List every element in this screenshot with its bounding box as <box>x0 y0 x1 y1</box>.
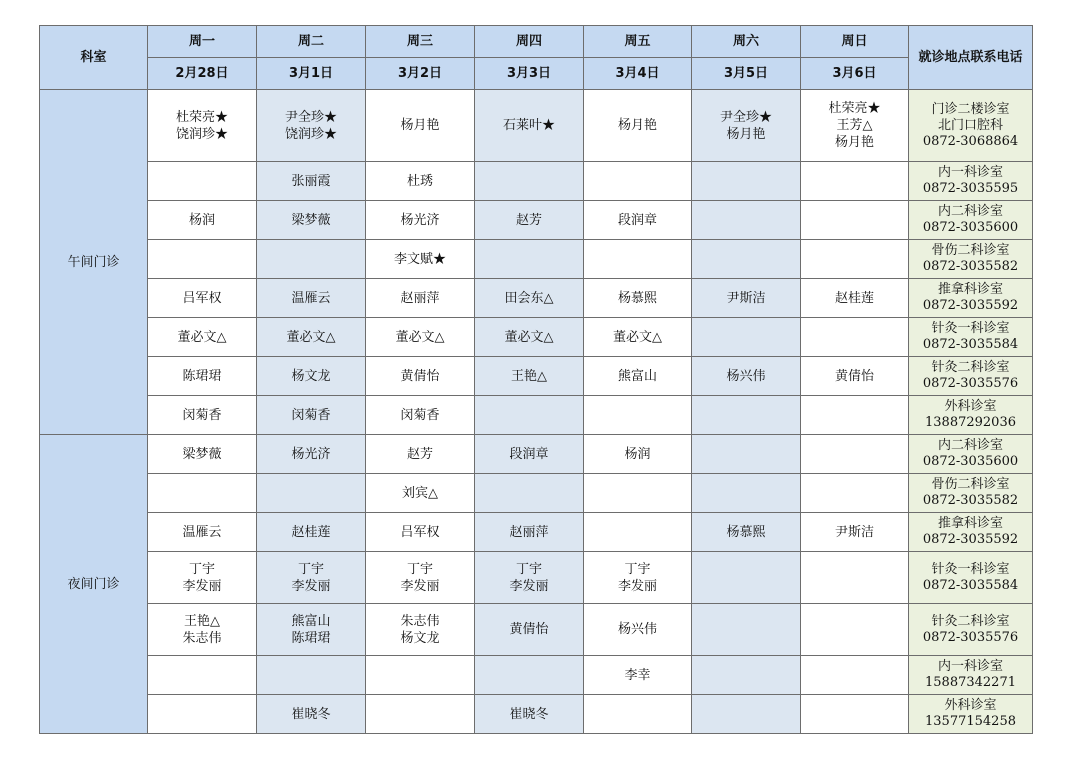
clinic-location: 骨伤二科诊室 <box>931 243 1010 258</box>
doctor-cell <box>584 513 692 552</box>
doctor-name: 丁宇 <box>624 561 651 577</box>
clinic-location: 内一科诊室 <box>937 165 1003 180</box>
clinic-location: 骨伤二科诊室 <box>931 477 1010 492</box>
doctor-name: 李幸 <box>624 667 651 683</box>
doctor-name: 杨光济 <box>291 446 331 462</box>
doctor-cell <box>801 162 909 201</box>
doctor-cell <box>584 474 692 513</box>
doctor-name: 杨慕熙 <box>726 524 766 540</box>
contact-cell <box>909 604 1033 656</box>
doctor-name: 尹全珍★ <box>284 109 337 125</box>
table-row <box>40 552 1033 604</box>
doctor-name: 吕军权 <box>400 524 440 540</box>
clinic-location: 针灸二科诊室 <box>931 613 1010 629</box>
clinic-location: 推拿科诊室 <box>937 516 1003 531</box>
doctor-cell <box>148 162 257 201</box>
doctor-name: 赵芳 <box>515 212 542 228</box>
doctor-cell <box>475 552 584 604</box>
doctor-name: 杨慕熙 <box>617 290 657 306</box>
doctor-cell <box>366 201 475 240</box>
doctor-name: 温雁云 <box>291 290 331 306</box>
phone-number: 0872-3035600 <box>922 220 1019 235</box>
doctor-name: 吕军权 <box>182 290 222 306</box>
doctor-cell <box>584 604 692 656</box>
date-header: 3月5日 <box>692 58 801 90</box>
doctor-name: 李发丽 <box>291 578 331 594</box>
doctor-name: 尹斯洁 <box>726 290 766 306</box>
doctor-name: 崔晓冬 <box>509 706 549 722</box>
contact-cell <box>909 240 1033 279</box>
date-header: 3月1日 <box>257 58 366 90</box>
doctor-cell <box>801 474 909 513</box>
doctor-cell <box>148 201 257 240</box>
phone-number: 0872-3035592 <box>922 298 1019 313</box>
doctor-cell <box>257 162 366 201</box>
day-header: 周一 <box>148 26 257 58</box>
doctor-name: 田会东△ <box>504 290 554 306</box>
table-row <box>40 279 1033 318</box>
doctor-cell <box>692 513 801 552</box>
doctor-name: 杨光济 <box>400 212 440 228</box>
doctor-cell <box>475 396 584 435</box>
phone-number: 13887292036 <box>925 415 1016 430</box>
doctor-cell <box>692 656 801 695</box>
phone-number: 0872-3035582 <box>922 493 1019 508</box>
doctor-name: 饶润珍★ <box>175 126 228 142</box>
phone-number: 0872-3035584 <box>922 337 1019 352</box>
header-day-row <box>40 26 1033 58</box>
doctor-cell <box>366 513 475 552</box>
doctor-cell <box>692 279 801 318</box>
doctor-cell <box>692 604 801 656</box>
doctor-name: 熊富山 <box>617 368 657 384</box>
table-row <box>40 656 1033 695</box>
doctor-cell <box>148 357 257 396</box>
contact-cell <box>909 396 1033 435</box>
table-row <box>40 513 1033 552</box>
doctor-cell <box>148 513 257 552</box>
doctor-cell <box>148 318 257 357</box>
contact-cell <box>909 656 1033 695</box>
clinic-location: 内一科诊室 <box>937 659 1003 674</box>
doctor-name: 李发丽 <box>400 578 440 594</box>
table-row <box>40 695 1033 734</box>
doctor-cell <box>801 656 909 695</box>
doctor-name: 丁宇 <box>297 561 324 577</box>
date-header: 3月4日 <box>584 58 692 90</box>
doctor-cell <box>148 604 257 656</box>
doctor-cell <box>475 474 584 513</box>
clinic-location: 内二科诊室 <box>937 438 1003 453</box>
doctor-cell <box>584 201 692 240</box>
doctor-cell <box>475 201 584 240</box>
doctor-name: 杨兴伟 <box>617 622 657 637</box>
day-header: 周四 <box>475 26 584 58</box>
contact-cell <box>909 695 1033 734</box>
doctor-name: 饶润珍★ <box>284 126 337 142</box>
doctor-name: 杨润 <box>624 446 651 462</box>
doctor-cell <box>475 656 584 695</box>
doctor-name: 段润章 <box>617 212 657 228</box>
doctor-cell <box>584 435 692 474</box>
phone-number: 0872-3035576 <box>922 629 1019 645</box>
doctor-name: 熊富山 <box>291 613 331 629</box>
doctor-name: 董必文△ <box>613 329 662 345</box>
doctor-cell <box>475 604 584 656</box>
table-row <box>40 396 1033 435</box>
session-label: 午间门诊 <box>40 90 148 435</box>
schedule-table <box>39 25 1033 734</box>
doctor-cell <box>148 695 257 734</box>
doctor-name: 杨月艳 <box>400 118 440 133</box>
doctor-cell <box>692 318 801 357</box>
date-header: 2月28日 <box>148 58 257 90</box>
doctor-name: 杨润 <box>188 212 215 228</box>
doctor-name: 李发丽 <box>182 578 222 594</box>
doctor-cell <box>366 279 475 318</box>
doctor-cell <box>692 435 801 474</box>
doctor-name: 黄倩怡 <box>834 368 874 384</box>
doctor-name: 赵丽萍 <box>509 524 549 540</box>
doctor-name: 杨文龙 <box>291 368 331 384</box>
doctor-cell <box>475 162 584 201</box>
doctor-name: 尹全珍★ <box>719 109 772 125</box>
doctor-name: 王芳△ <box>836 118 873 133</box>
doctor-cell <box>475 357 584 396</box>
doctor-cell <box>801 318 909 357</box>
doctor-cell <box>801 279 909 318</box>
doctor-cell <box>257 695 366 734</box>
day-header: 周五 <box>584 26 692 58</box>
date-header: 3月3日 <box>475 58 584 90</box>
doctor-cell <box>366 396 475 435</box>
doctor-cell <box>801 552 909 604</box>
doctor-cell <box>801 604 909 656</box>
doctor-name: 李文赋★ <box>393 251 446 267</box>
table-row <box>40 90 1033 162</box>
doctor-cell <box>692 240 801 279</box>
doctor-cell <box>584 396 692 435</box>
doctor-name: 王艳△ <box>511 368 547 384</box>
doctor-name: 闵菊香 <box>291 407 331 423</box>
doctor-cell <box>692 201 801 240</box>
doctor-name: 尹斯洁 <box>834 524 874 540</box>
day-header: 周三 <box>366 26 475 58</box>
doctor-cell <box>475 90 584 162</box>
doctor-cell <box>366 240 475 279</box>
doctor-cell <box>475 318 584 357</box>
doctor-cell <box>148 474 257 513</box>
doctor-name: 李发丽 <box>509 578 549 594</box>
contact-cell <box>909 90 1033 162</box>
doctor-cell <box>692 474 801 513</box>
doctor-cell <box>366 474 475 513</box>
doctor-cell <box>584 279 692 318</box>
doctor-cell <box>692 695 801 734</box>
doctor-cell <box>366 162 475 201</box>
doctor-cell <box>801 513 909 552</box>
table-row <box>40 357 1033 396</box>
doctor-cell <box>257 604 366 656</box>
doctor-cell <box>801 435 909 474</box>
date-header: 3月6日 <box>801 58 909 90</box>
contact-cell <box>909 279 1033 318</box>
contact-header: 就诊地点联系电话 <box>909 26 1033 90</box>
doctor-cell <box>148 279 257 318</box>
doctor-cell <box>148 656 257 695</box>
date-header: 3月2日 <box>366 58 475 90</box>
doctor-name: 赵丽萍 <box>400 290 440 306</box>
schedule-body <box>40 90 1033 734</box>
doctor-name: 崔晓冬 <box>291 706 331 722</box>
doctor-name: 段润章 <box>509 446 549 462</box>
doctor-cell <box>257 357 366 396</box>
doctor-cell <box>148 240 257 279</box>
doctor-cell <box>475 279 584 318</box>
doctor-name: 董必文△ <box>504 329 554 345</box>
doctor-cell <box>692 552 801 604</box>
doctor-name: 杜荣亮★ <box>175 109 228 125</box>
doctor-cell <box>366 695 475 734</box>
phone-number: 0872-3035592 <box>922 532 1019 547</box>
clinic-location: 针灸一科诊室 <box>931 321 1010 336</box>
doctor-name: 丁宇 <box>515 561 542 577</box>
doctor-cell <box>801 240 909 279</box>
doctor-cell <box>801 357 909 396</box>
doctor-name: 赵芳 <box>406 446 433 462</box>
doctor-name: 朱志伟 <box>182 630 222 646</box>
doctor-cell <box>475 513 584 552</box>
doctor-cell <box>692 357 801 396</box>
phone-number: 0872-3035584 <box>922 577 1019 593</box>
doctor-cell <box>366 318 475 357</box>
doctor-cell <box>257 396 366 435</box>
doctor-cell <box>475 435 584 474</box>
doctor-name: 赵桂莲 <box>834 290 874 306</box>
doctor-name: 杨兴伟 <box>726 368 766 384</box>
doctor-cell <box>366 656 475 695</box>
doctor-cell <box>366 435 475 474</box>
phone-number: 0872-3035600 <box>922 454 1019 469</box>
doctor-cell <box>257 552 366 604</box>
doctor-name: 温雁云 <box>182 524 222 540</box>
clinic-location: 门诊二楼诊室 <box>931 101 1010 117</box>
doctor-name: 陈珺珺 <box>182 368 222 384</box>
doctor-name: 黄倩怡 <box>400 368 440 384</box>
clinic-location: 北门口腔科 <box>937 117 1003 133</box>
doctor-cell <box>584 552 692 604</box>
doctor-name: 杜荣亮★ <box>828 101 881 116</box>
phone-number: 0872-3035595 <box>922 181 1019 196</box>
doctor-cell <box>692 90 801 162</box>
doctor-cell <box>801 396 909 435</box>
doctor-cell <box>692 396 801 435</box>
clinic-location: 针灸一科诊室 <box>931 561 1010 577</box>
doctor-name: 王艳△ <box>184 613 220 629</box>
clinic-location: 针灸二科诊室 <box>931 360 1010 375</box>
phone-number: 15887342271 <box>925 675 1016 690</box>
contact-cell <box>909 318 1033 357</box>
doctor-cell <box>366 604 475 656</box>
doctor-name: 刘宾△ <box>402 485 438 501</box>
doctor-name: 石莱叶★ <box>502 118 555 133</box>
doctor-cell <box>257 474 366 513</box>
contact-cell <box>909 552 1033 604</box>
doctor-name: 赵桂莲 <box>291 524 331 540</box>
doctor-cell <box>257 240 366 279</box>
doctor-name: 朱志伟 <box>400 613 440 629</box>
phone-number: 0872-3068864 <box>922 133 1019 149</box>
doctor-cell <box>584 240 692 279</box>
doctor-cell <box>257 656 366 695</box>
doctor-cell <box>584 656 692 695</box>
doctor-name: 董必文△ <box>286 329 336 345</box>
doctor-name: 董必文△ <box>395 329 445 345</box>
doctor-cell <box>584 162 692 201</box>
doctor-name: 董必文△ <box>177 329 227 345</box>
doctor-cell <box>257 435 366 474</box>
doctor-cell <box>801 90 909 162</box>
doctor-name: 杨月艳 <box>617 118 657 133</box>
table-row <box>40 474 1033 513</box>
clinic-location: 外科诊室 <box>944 399 997 414</box>
table-row <box>40 162 1033 201</box>
day-header: 周二 <box>257 26 366 58</box>
doctor-name: 杨月艳 <box>834 135 874 150</box>
doctor-cell <box>584 90 692 162</box>
doctor-cell <box>148 396 257 435</box>
contact-cell <box>909 513 1033 552</box>
contact-cell <box>909 474 1033 513</box>
clinic-location: 内二科诊室 <box>937 204 1003 219</box>
doctor-name: 丁宇 <box>406 561 433 577</box>
doctor-cell <box>475 695 584 734</box>
doctor-cell <box>584 357 692 396</box>
table-row <box>40 604 1033 656</box>
contact-cell <box>909 162 1033 201</box>
clinic-location: 外科诊室 <box>944 698 997 713</box>
doctor-cell <box>257 279 366 318</box>
doctor-name: 杨月艳 <box>726 126 766 142</box>
doctor-name: 张丽霞 <box>291 173 331 189</box>
doctor-cell <box>257 90 366 162</box>
clinic-location: 推拿科诊室 <box>937 282 1003 297</box>
doctor-name: 闵菊香 <box>400 407 440 423</box>
doctor-name: 梁梦薇 <box>291 212 331 228</box>
header-date-row <box>40 58 1033 90</box>
contact-cell <box>909 201 1033 240</box>
phone-number: 0872-3035582 <box>922 259 1019 274</box>
phone-number: 0872-3035576 <box>922 376 1019 391</box>
day-header: 周六 <box>692 26 801 58</box>
doctor-cell <box>692 162 801 201</box>
table-row <box>40 318 1033 357</box>
doctor-cell <box>584 318 692 357</box>
doctor-cell <box>148 435 257 474</box>
doctor-name: 闵菊香 <box>182 407 222 423</box>
doctor-cell <box>366 90 475 162</box>
phone-number: 13577154258 <box>925 714 1016 729</box>
doctor-name: 黄倩怡 <box>509 622 549 637</box>
doctor-cell <box>257 201 366 240</box>
doctor-cell <box>366 552 475 604</box>
doctor-cell <box>257 513 366 552</box>
table-row <box>40 435 1033 474</box>
doctor-cell <box>366 357 475 396</box>
doctor-name: 梁梦薇 <box>182 446 222 462</box>
contact-cell <box>909 357 1033 396</box>
doctor-name: 陈珺珺 <box>291 630 331 646</box>
doctor-name: 丁宇 <box>188 561 215 577</box>
day-header: 周日 <box>801 26 909 58</box>
doctor-name: 杨文龙 <box>400 630 440 646</box>
doctor-cell <box>584 695 692 734</box>
doctor-cell <box>257 318 366 357</box>
doctor-cell <box>801 695 909 734</box>
doctor-cell <box>148 552 257 604</box>
doctor-cell <box>801 201 909 240</box>
dept-header: 科室 <box>40 26 148 90</box>
doctor-name: 杜琇 <box>406 173 433 189</box>
table-row <box>40 201 1033 240</box>
table-row <box>40 240 1033 279</box>
doctor-cell <box>148 90 257 162</box>
doctor-cell <box>475 240 584 279</box>
doctor-name: 李发丽 <box>617 578 657 594</box>
session-label: 夜间门诊 <box>40 435 148 734</box>
contact-cell <box>909 435 1033 474</box>
